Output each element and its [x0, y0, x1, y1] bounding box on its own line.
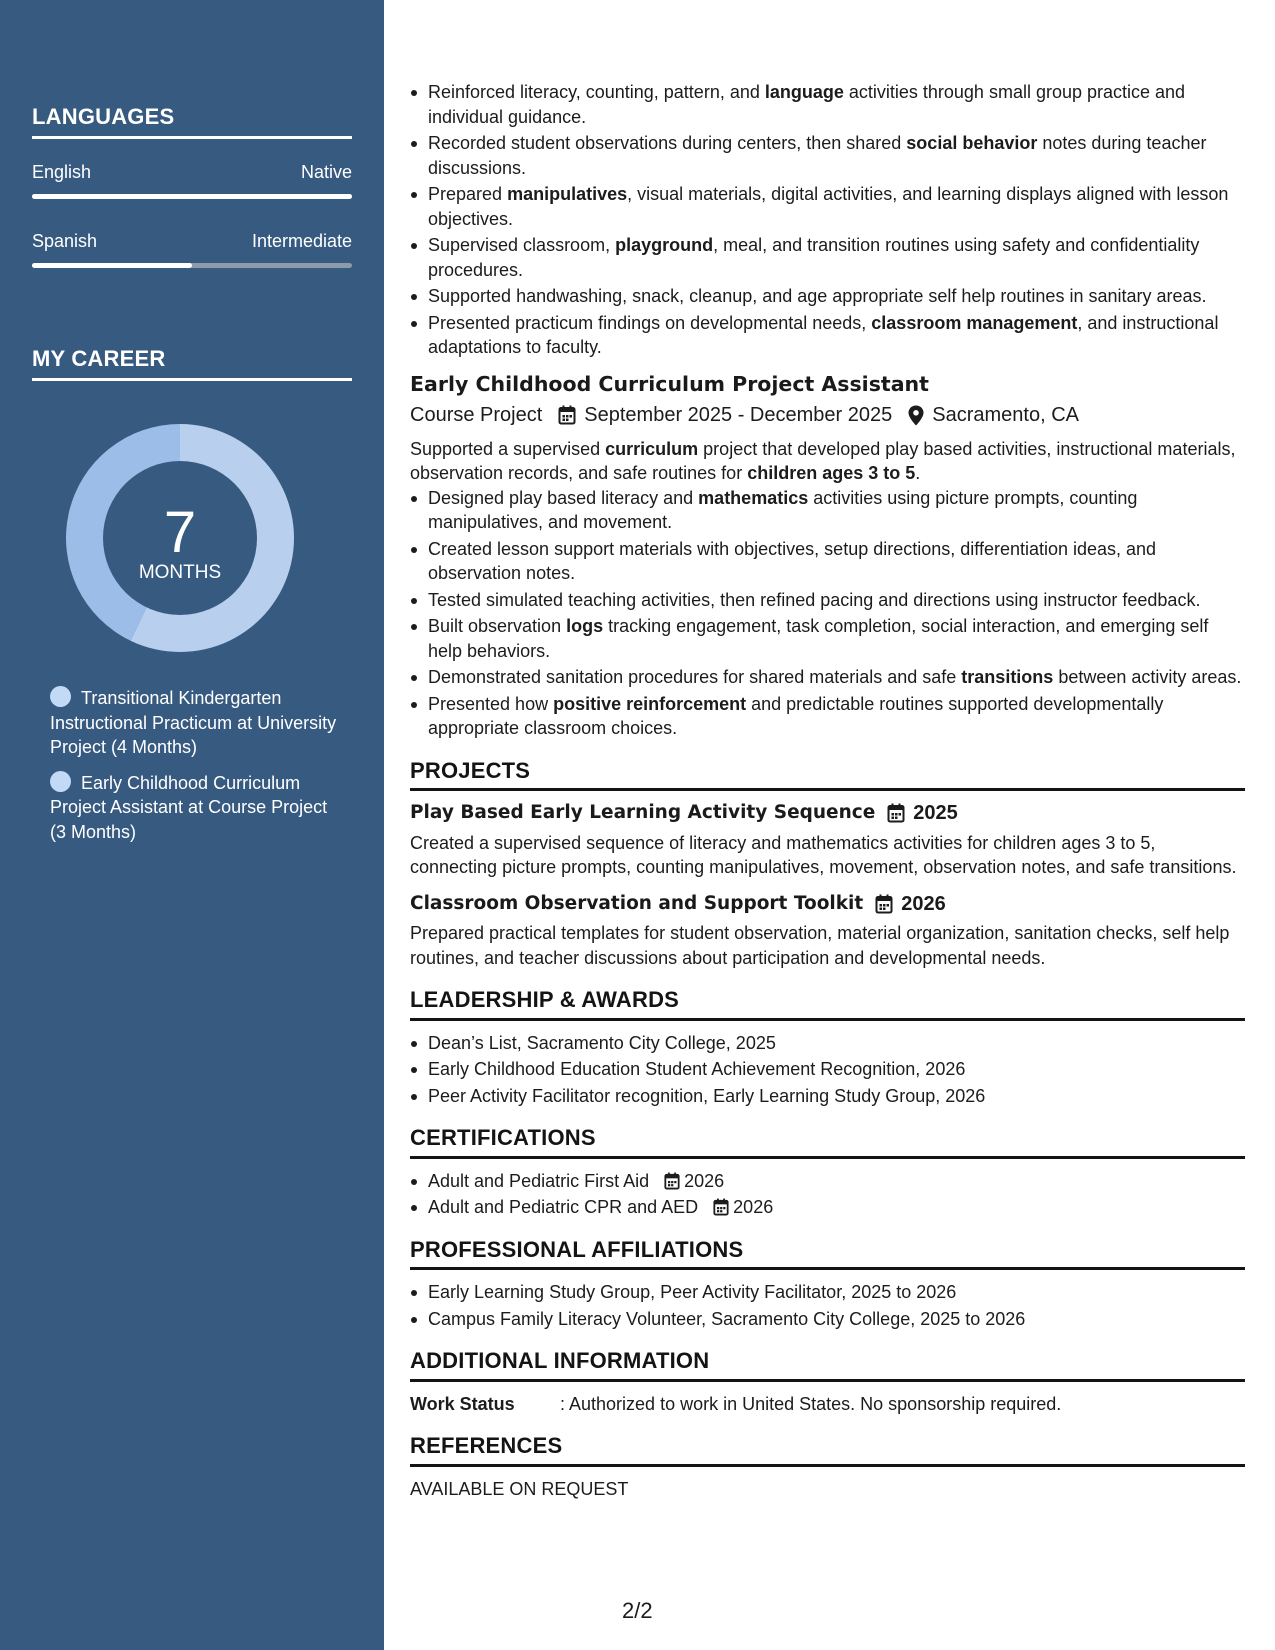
main-content — [410, 80, 1245, 1501]
career-item — [50, 771, 340, 845]
bold-keyword: language — [764, 82, 844, 102]
job-dates: September 2025 - December 2025 — [584, 404, 893, 426]
bold-keyword: classroom management — [871, 312, 1078, 333]
work-status-label: Work Status — [410, 1393, 515, 1414]
bold-keyword: positive reinforcement — [553, 693, 747, 714]
list-item — [410, 1195, 1245, 1220]
job-location: Sacramento, CA — [932, 404, 1079, 426]
list-item — [410, 486, 1245, 535]
affiliations-list — [410, 1280, 1245, 1331]
calendar-icon — [664, 1172, 680, 1190]
list-item — [410, 588, 1245, 613]
certifications-heading: CERTIFICATIONS — [410, 1126, 1245, 1159]
text-run: , meal, and transition routines using safety and confidentiality procedures. — [428, 235, 1200, 280]
awards-list — [410, 1031, 1245, 1109]
text-run: Recorded student observations during centers, then shared — [428, 133, 907, 153]
career-item-text: Early Childhood Curriculum Project Assistant at Course Project (3 Months) — [50, 772, 328, 842]
bold-keyword: logs — [566, 616, 604, 636]
list-item — [410, 80, 1245, 129]
dot-icon — [50, 686, 71, 707]
career-unit: MONTHS — [138, 562, 222, 583]
text-run: and predictable routines supported developmentally appropriate classroom choices. — [428, 693, 1164, 738]
project-date: 2026 — [901, 892, 946, 915]
language-row-english — [32, 162, 352, 183]
page-number: 2/2 — [622, 1598, 653, 1623]
job-meta — [410, 403, 1245, 428]
bold-keyword: mathematics — [698, 487, 809, 508]
project-item — [410, 801, 1245, 880]
text-run: notes during teacher discussions. — [428, 133, 1207, 178]
text-run: Supported a supervised — [410, 438, 606, 459]
list-item: Campus Family Literacy Volunteer, Sacramento City College, 2025 to 2026 — [410, 1307, 1245, 1332]
bold-keyword: curriculum — [605, 438, 699, 459]
project-description: Created a supervised sequence of literacy and mathematics activities for children ages 3 to 5, connecting picture prompts, counting manipulatives, movement, observation notes, and safe transitions. — [410, 832, 1237, 877]
work-status-value: : Authorized to work in United States. No sponsorship required. — [560, 1393, 1062, 1414]
sidebar — [0, 0, 384, 1650]
list-item: Peer Activity Facilitator recognition, Early Learning Study Group, 2026 — [410, 1084, 1245, 1109]
certification-name: Adult and Pediatric First Aid — [428, 1170, 650, 1191]
list-item: Dean’s List, Sacramento City College, 2025 — [410, 1031, 1245, 1056]
language-level: Intermediate — [251, 231, 352, 251]
text-run: Reinforced literacy, counting, pattern, and — [428, 82, 765, 102]
references-heading: REFERENCES — [410, 1434, 1245, 1467]
certification-date: 2026 — [684, 1170, 725, 1191]
calendar-icon — [887, 803, 905, 823]
calendar-icon — [558, 405, 576, 425]
list-item: Early Learning Study Group, Peer Activity Facilitator, 2025 to 2026 — [410, 1280, 1245, 1305]
language-row-spanish — [32, 231, 352, 252]
bold-keyword: manipulatives — [507, 184, 628, 204]
list-item — [410, 665, 1245, 690]
text-run: Supported handwashing, snack, cleanup, and age appropriate self help routines in sanitary areas. — [428, 286, 1207, 306]
project-title: Classroom Observation and Support Toolkit — [410, 892, 864, 914]
certification-name: Adult and Pediatric CPR and AED — [428, 1197, 699, 1217]
text-run: Supervised classroom, — [428, 235, 616, 255]
job-title: Early Childhood Curriculum Project Assistant — [410, 371, 929, 396]
list-item — [410, 284, 1245, 309]
text-run: . — [915, 463, 921, 483]
text-run: between activity areas. — [1053, 667, 1242, 687]
list-item — [410, 131, 1245, 180]
affiliations-heading: PROFESSIONAL AFFILIATIONS — [410, 1238, 1245, 1271]
additional-info-heading: ADDITIONAL INFORMATION — [410, 1349, 1245, 1382]
list-item — [410, 182, 1245, 231]
work-status-row — [410, 1392, 1245, 1417]
bold-keyword: transitions — [961, 667, 1054, 687]
text-run: Built observation — [428, 616, 567, 636]
list-item — [410, 614, 1245, 663]
project-title: Play Based Early Learning Activity Sequence — [410, 802, 876, 823]
text-run: activities using picture prompts, counting manipulatives, and movement. — [428, 487, 1138, 532]
project-description: Prepared practical templates for student observation, material organization, sanitation checks, self help routines, and teacher discussions about participation and developmental needs. — [410, 923, 1230, 968]
language-bar-spanish — [32, 263, 352, 268]
career-list — [50, 686, 340, 855]
project-item — [410, 892, 1245, 971]
text-run: tracking engagement, task completion, social interaction, and emerging self help behaviors. — [428, 616, 1209, 661]
language-bar-fill — [32, 263, 192, 268]
list-item — [410, 311, 1245, 360]
languages-heading: LANGUAGES — [32, 104, 352, 139]
certifications-list — [410, 1169, 1245, 1220]
language-name: Spanish — [32, 231, 98, 251]
career-item-text: Transitional Kindergarten Instructional Practicum at University Project (4 Months) — [50, 688, 337, 757]
text-run: , and instructional adaptations to faculty. — [428, 312, 1219, 357]
calendar-icon — [713, 1198, 729, 1216]
projects-heading: PROJECTS — [410, 759, 1245, 792]
calendar-icon — [875, 894, 893, 914]
list-item — [410, 1169, 1245, 1194]
text-run: Presented practicum findings on developmental needs, — [428, 312, 872, 333]
list-item: Early Childhood Education Student Achievement Recognition, 2026 — [410, 1057, 1245, 1082]
previous-job-bullets — [410, 80, 1245, 360]
list-item — [410, 537, 1245, 586]
list-item — [410, 692, 1245, 741]
text-run: Tested simulated teaching activities, then refined pacing and directions using instructor feedback. — [428, 589, 1201, 610]
language-bar-fill — [32, 194, 352, 199]
job-bullets — [410, 486, 1245, 741]
job-org: Course Project — [410, 404, 543, 426]
career-total: 7 — [163, 500, 197, 565]
text-run: Created lesson support materials with objectives, setup directions, differentiation ideas, and observation notes. — [428, 538, 1157, 583]
project-date: 2025 — [913, 802, 958, 824]
text-run: Prepared — [428, 184, 508, 204]
text-run: Presented how — [428, 693, 554, 714]
career-item — [50, 686, 340, 760]
awards-heading: LEADERSHIP & AWARDS — [410, 988, 1245, 1021]
text-run: activities through small group practice and individual guidance. — [428, 82, 1186, 127]
bold-keyword: children ages 3 to 5 — [747, 463, 916, 483]
map-pin-icon — [908, 405, 924, 426]
job-description — [410, 437, 1245, 486]
references-text: AVAILABLE ON REQUEST — [410, 1478, 629, 1499]
language-name: English — [32, 162, 92, 182]
language-level: Native — [300, 162, 352, 182]
dot-icon — [50, 771, 71, 792]
text-run: Designed play based literacy and — [428, 487, 699, 508]
language-bar-english — [32, 194, 352, 199]
career-donut-chart — [66, 424, 294, 652]
text-run: project that developed play based activities, instructional materials, observation records, and safe routines for — [410, 438, 1236, 483]
career-heading: MY CAREER — [32, 346, 352, 381]
text-run: Demonstrated sanitation procedures for shared materials and safe — [428, 667, 962, 687]
bold-keyword: playground — [615, 235, 714, 255]
certification-date: 2026 — [733, 1197, 774, 1217]
text-run: , visual materials, digital activities, and learning displays aligned with lesson objectives. — [428, 184, 1229, 229]
bold-keyword: social behavior — [906, 133, 1038, 153]
list-item — [410, 233, 1245, 282]
